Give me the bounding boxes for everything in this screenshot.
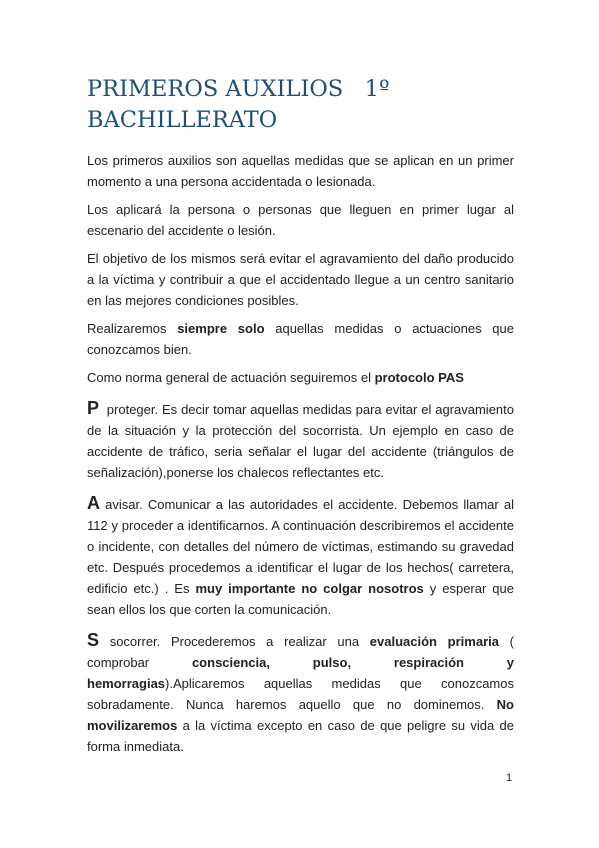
bold-run: muy importante no colgar nosotros [195,581,424,596]
document-body [87,150,518,767]
section-avisar [87,493,514,620]
bold-run: evaluación primaria [369,634,499,649]
section-proteger [87,398,518,483]
text-run: proteger. Es decir tomar aquellas medidas para evitar el agravamiento de la situación y la protección del socorrista. Un ejemplo en caso de accidente de tráfico, seria señalar el lugar del accidente (triángulos de señalización),ponerse los chalecos reflectantes etc. [87,402,518,480]
page-number: 1 [506,772,513,784]
bold-run: siempre solo [177,321,265,336]
paragraph-realizaremos [87,318,514,360]
bold-run: consciencia, pulso, respiración y hemorragias [87,655,515,691]
title-line-2: BACHILLERATO [87,107,278,133]
section-letter-p: P [87,398,100,418]
paragraph-who-applies: Los aplicará la persona o personas que lleguen en primer lugar al escenario del accidente o lesión. [87,202,514,238]
paragraph-definition: Los primeros auxilios son aquellas medidas que se aplican en un primer momento a una persona accidentada o lesionada. [87,153,514,189]
section-letter-s: S [87,630,100,650]
bold-run: No movilizaremos [87,697,514,733]
title-line-1: PRIMEROS AUXILIOS 1º [87,76,390,102]
paragraph-objective: El objetivo de los mismos será evitar el agravamiento del daño producido a la víctima y contribuir a que el accidentado llegue a un centro sanitario en las mejores condiciones posibles. [87,251,514,308]
text-run: a la víctima excepto en caso de que peligre su vida de forma inmediata. [87,718,514,754]
section-letter-a: A [87,493,100,513]
text-run: ( comprobar [87,634,514,670]
section-socorrer [87,630,514,757]
text-run: avisar. Comunicar a las autoridades el accidente. Debemos llamar al 112 y proceder a identificarnos. A continuación describiremos el accidente o incidente, con detalles del número de víctimas, estimando su gravedad etc. Después procedemos a identificar el lugar de los hechos( carretera, edificio etc.) . Es [87,497,514,596]
text-run: ).Aplicaremos aquellas medidas que conozcamos sobradamente. Nunca haremos aquello que no dominemos. [87,676,514,712]
text-run: aquellas medidas o actuaciones que conozcamos bien. [87,321,514,357]
paragraph-protocolo [87,367,514,388]
text-run: Como norma general de actuación seguiremos el [87,370,375,385]
text-run: y esperar que sean ellos los que corten la comunicación. [87,581,514,617]
page-title [87,74,527,136]
text-run: socorrer. Procederemos a realizar una [99,634,370,649]
text-run: Realizaremos [87,321,178,336]
bold-run: protocolo PAS [374,370,464,385]
